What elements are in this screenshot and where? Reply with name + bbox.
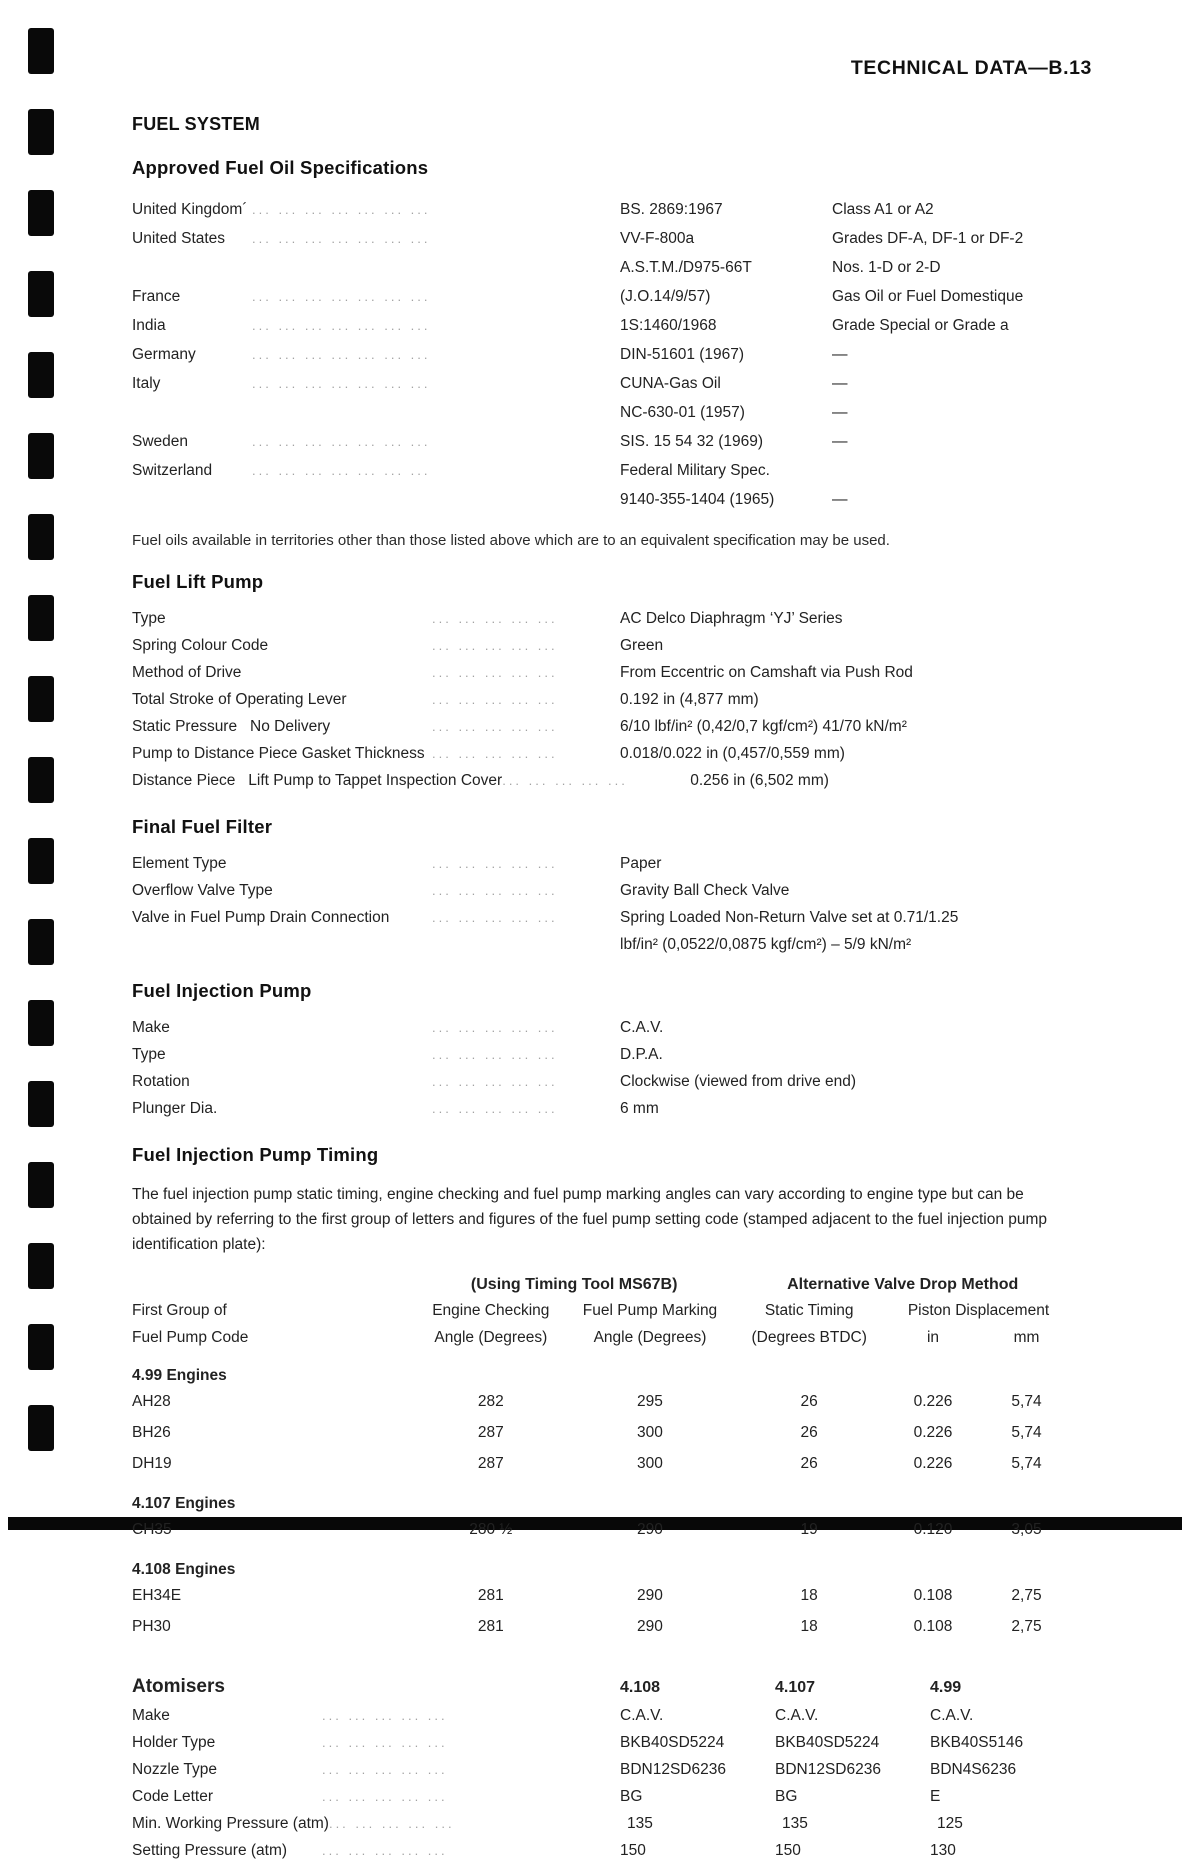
dot-leader: ... ... ... ... ... ... ... xyxy=(252,347,431,362)
dot-leader: ... ... ... ... ... xyxy=(432,746,558,761)
binder-hole-mark xyxy=(28,352,54,398)
fuel-oil-note: Fuel oils available in territories other than those listed above which are to an equivalent specification may be used. xyxy=(132,532,890,549)
spec-label: Distance Piece Lift Pump to Tappet Inspection Cover xyxy=(132,772,503,789)
alternative-method-group-header: Alternative Valve Drop Method xyxy=(787,1276,1019,1293)
table-row xyxy=(132,1417,1072,1448)
table-row xyxy=(132,485,1132,514)
dot-leader: ... ... ... ... ... xyxy=(502,773,628,788)
spec-label: Valve in Fuel Pump Drain Connection xyxy=(132,909,390,926)
section-title-fuel-injection-pump-timing: Fuel Injection Pump Timing xyxy=(132,1144,379,1165)
binder-hole-mark xyxy=(28,1405,54,1451)
fuel-oil-country: India xyxy=(132,317,166,334)
spec-label: Pump to Distance Piece Gasket Thickness xyxy=(132,745,425,762)
atomisers-header-row xyxy=(132,1672,1072,1702)
spec-label: Total Stroke of Operating Lever xyxy=(132,691,347,708)
static-timing-degrees: 26 xyxy=(800,1455,818,1472)
header-fuel-pump-marking-line2: Angle (Degrees) xyxy=(593,1329,707,1346)
atomisers-spec-value: 150 xyxy=(620,1842,646,1859)
dot-leader: ... ... ... ... ... ... ... xyxy=(252,318,431,333)
spec-label: Overflow Valve Type xyxy=(132,882,273,899)
fuel-oil-grade: — xyxy=(832,375,848,392)
atomisers-spec-value: BDN4S6236 xyxy=(930,1761,1017,1778)
atomisers-title: Atomisers xyxy=(132,1676,225,1697)
atomisers-spec-value: E xyxy=(930,1788,941,1805)
spec-value: 6/10 lbf/in² (0,42/0,7 kgf/cm²) 41/70 kN/m² xyxy=(620,718,907,735)
atomisers-spec-value: C.A.V. xyxy=(775,1707,819,1724)
fuel-injection-pump-timing-table xyxy=(132,1275,1072,1642)
dot-leader: ... ... ... ... ... ... ... xyxy=(252,289,431,304)
spec-value: Gravity Ball Check Valve xyxy=(620,882,790,899)
piston-displacement-mm: 5,74 xyxy=(1011,1455,1042,1472)
binder-hole-marks xyxy=(0,0,90,1538)
fuel-pump-marking-angle: 290 xyxy=(637,1618,663,1635)
spec-value: 6 mm xyxy=(620,1100,659,1117)
spec-value: 0.192 in (4,877 mm) xyxy=(620,691,759,708)
table-row xyxy=(132,1810,1072,1837)
spec-row xyxy=(132,767,1132,794)
atomisers-spec-value: 130 xyxy=(930,1842,956,1859)
fuel-oil-specification: BS. 2869:1967 xyxy=(620,201,723,218)
dot-leader: ... ... ... ... ... ... ... xyxy=(252,434,431,449)
spec-row xyxy=(132,659,1132,686)
fuel-oil-grade: — xyxy=(832,491,848,508)
header-unit-mm: mm xyxy=(1013,1329,1040,1346)
piston-displacement-mm: 2,75 xyxy=(1011,1587,1042,1604)
fuel-oil-country: Germany xyxy=(132,346,196,363)
engine-checking-angle: 281 xyxy=(477,1618,504,1635)
header-engine-checking-line2: Angle (Degrees) xyxy=(434,1329,548,1346)
dot-leader: ... ... ... ... ... xyxy=(432,611,558,626)
dot-leader: ... ... ... ... ... xyxy=(432,719,558,734)
table-row xyxy=(132,427,1132,456)
table-row xyxy=(132,1783,1072,1810)
atomisers-spec-value: BDN12SD6236 xyxy=(620,1761,726,1778)
timing-spacer xyxy=(132,1275,415,1297)
dot-leader: ... ... ... ... ... xyxy=(432,1101,558,1116)
spec-label: Method of Drive xyxy=(132,664,242,681)
fuel-pump-marking-angle: 300 xyxy=(637,1455,663,1472)
atomisers-spec-label: Setting Pressure (atm) xyxy=(132,1842,288,1859)
header-static-timing-line2: (Degrees BTDC) xyxy=(751,1329,867,1346)
binder-hole-mark xyxy=(28,271,54,317)
atomisers-spec-label: Make xyxy=(132,1707,170,1724)
dot-leader: ... ... ... ... ... xyxy=(432,638,558,653)
fuel-oil-grade: Gas Oil or Fuel Domestique xyxy=(832,288,1024,305)
atomisers-column-header: 4.99 xyxy=(930,1679,962,1696)
table-row xyxy=(132,1514,1072,1545)
table-row xyxy=(132,1580,1072,1611)
fuel-pump-marking-angle: 290 xyxy=(637,1587,663,1604)
table-row xyxy=(132,1702,1072,1729)
fuel-lift-pump-spec-list xyxy=(132,605,1132,794)
header-piston-displacement: Piston Displacement xyxy=(907,1302,1050,1319)
spec-label: Plunger Dia. xyxy=(132,1100,218,1117)
spec-row xyxy=(132,632,1132,659)
pump-code: CH35 xyxy=(132,1521,172,1538)
piston-displacement-in: 0.226 xyxy=(913,1424,953,1441)
pump-code: PH30 xyxy=(132,1618,171,1635)
binder-hole-mark xyxy=(28,514,54,560)
binder-hole-mark xyxy=(28,1243,54,1289)
fuel-pump-marking-angle: 300 xyxy=(637,1424,663,1441)
piston-displacement-in: 0.226 xyxy=(913,1393,953,1410)
engine-group-name: 4.107 Engines xyxy=(132,1495,236,1512)
engine-group-heading-row xyxy=(132,1479,1072,1514)
piston-displacement-in: 0.108 xyxy=(913,1618,953,1635)
binder-hole-mark xyxy=(28,1324,54,1370)
fuel-oil-specification: Federal Military Spec. xyxy=(620,462,770,479)
atomisers-spec-label: Min. Working Pressure (atm) xyxy=(132,1815,329,1832)
section-title-fuel-injection-pump: Fuel Injection Pump xyxy=(132,980,312,1001)
fuel-oil-specification: 9140-355-1404 (1965) xyxy=(620,491,775,508)
piston-displacement-mm: 2,75 xyxy=(1011,1618,1042,1635)
filter-value-continuation: lbf/in² (0,0522/0,0875 kgf/cm²) – 5/9 kN/m² xyxy=(620,936,912,953)
engine-checking-angle: 281 xyxy=(477,1587,504,1604)
binder-hole-mark xyxy=(28,757,54,803)
spec-value: Spring Loaded Non-Return Valve set at 0.71/1.25 xyxy=(620,909,959,926)
dot-leader: ... ... ... ... ... xyxy=(322,1762,448,1777)
header-code-line1: First Group of xyxy=(132,1302,227,1319)
pump-code: AH28 xyxy=(132,1393,171,1410)
fuel-oil-country: United Kingdom´ xyxy=(132,201,248,218)
binder-hole-mark xyxy=(28,1162,54,1208)
fuel-oil-grade: — xyxy=(832,346,848,363)
header-static-timing-line1: Static Timing xyxy=(764,1302,854,1319)
table-row xyxy=(132,195,1132,224)
timing-group-header-row xyxy=(132,1275,1072,1297)
timing-header-row-1 xyxy=(132,1297,1072,1324)
binder-hole-mark xyxy=(28,190,54,236)
spec-row xyxy=(132,713,1132,740)
atomisers-spec-value: BG xyxy=(620,1788,643,1805)
piston-displacement-mm: 5,74 xyxy=(1011,1393,1042,1410)
spec-value: D.P.A. xyxy=(620,1046,663,1063)
page-header-title: TECHNICAL DATA—B.13 xyxy=(850,57,1092,79)
table-row xyxy=(132,398,1132,427)
static-timing-degrees: 26 xyxy=(800,1424,818,1441)
dot-leader: ... ... ... ... ... xyxy=(432,1047,558,1062)
atomisers-spec-value: 150 xyxy=(775,1842,801,1859)
fuel-oil-grade: Grades DF-A, DF-1 or DF-2 xyxy=(832,230,1024,247)
spec-value: From Eccentric on Camshaft via Push Rod xyxy=(620,664,913,681)
spec-value: 0.018/0.022 in (0,457/0,559 mm) xyxy=(620,745,845,762)
fuel-oil-specification: DIN-51601 (1967) xyxy=(620,346,745,363)
atomisers-spec-label: Holder Type xyxy=(132,1734,216,1751)
atomisers-spec-value: 135 xyxy=(626,1815,653,1832)
dot-leader: ... ... ... ... ... xyxy=(322,1843,448,1858)
fuel-oil-specification: NC-630-01 (1957) xyxy=(620,404,745,421)
dot-leader: ... ... ... ... ... xyxy=(432,1074,558,1089)
section-title-fuel-system: FUEL SYSTEM xyxy=(132,114,260,134)
header-engine-checking-line1: Engine Checking xyxy=(432,1302,550,1319)
dot-leader: ... ... ... ... ... ... ... xyxy=(252,202,431,217)
static-timing-degrees: 19 xyxy=(800,1521,818,1538)
atomisers-spec-value: BKB40S5146 xyxy=(930,1734,1024,1751)
spec-row xyxy=(132,605,1132,632)
spec-label: Element Type xyxy=(132,855,227,872)
binder-hole-mark xyxy=(28,109,54,155)
dot-leader: ... ... ... ... ... xyxy=(322,1735,448,1750)
table-row xyxy=(132,1448,1072,1479)
atomisers-spec-value: C.A.V. xyxy=(930,1707,974,1724)
spec-value: 0.256 in (6,502 mm) xyxy=(690,772,829,789)
binder-hole-mark xyxy=(28,595,54,641)
dot-leader: ... ... ... ... ... xyxy=(432,883,558,898)
engine-group-heading-row xyxy=(132,1351,1072,1386)
atomisers-spec-value: BDN12SD6236 xyxy=(775,1761,881,1778)
fuel-oil-country: Switzerland xyxy=(132,462,213,479)
dot-leader: ... ... ... ... ... xyxy=(432,665,558,680)
spec-row xyxy=(132,850,1132,877)
timing-intro-paragraph: The fuel injection pump static timing, engine checking and fuel pump marking angles can vary according to engine type but can be obtained by referring to the first group of letters and figures of the fuel pump setting code (stamped adjacent to the fuel injection pump identification plate): xyxy=(132,1186,1048,1253)
fuel-oil-specification: SIS. 15 54 32 (1969) xyxy=(620,433,764,450)
fuel-injection-pump-spec-list xyxy=(132,1014,1132,1122)
piston-displacement-mm: 5,74 xyxy=(1011,1424,1042,1441)
page-content xyxy=(132,0,1132,1864)
fuel-oil-country: France xyxy=(132,288,181,305)
fuel-oil-country: Italy xyxy=(132,375,161,392)
spec-row xyxy=(132,904,1132,931)
engine-checking-angle: 287 xyxy=(477,1424,504,1441)
piston-displacement-in: 0.226 xyxy=(913,1455,953,1472)
spec-row xyxy=(132,1095,1132,1122)
table-row xyxy=(132,1756,1072,1783)
fuel-oil-specification: 1S:1460/1968 xyxy=(620,317,717,334)
atomisers-spec-value: 135 xyxy=(781,1815,808,1832)
dot-leader: ... ... ... ... ... ... ... xyxy=(252,231,431,246)
table-row xyxy=(132,224,1132,253)
header-fuel-pump-marking-line1: Fuel Pump Marking xyxy=(582,1302,718,1319)
section-title-approved-fuel-oil: Approved Fuel Oil Specifications xyxy=(132,157,429,178)
binder-hole-mark xyxy=(28,28,54,74)
atomisers-spec-label: Nozzle Type xyxy=(132,1761,218,1778)
timing-header-row-2 xyxy=(132,1324,1072,1351)
atomisers-spec-value: BKB40SD5224 xyxy=(775,1734,880,1751)
fuel-oil-grade: Nos. 1-D or 2-D xyxy=(832,259,941,276)
table-row xyxy=(132,1837,1072,1864)
dot-leader: ... ... ... ... ... ... ... xyxy=(252,463,431,478)
binder-hole-mark xyxy=(28,919,54,965)
binder-hole-mark xyxy=(28,433,54,479)
pump-code: BH26 xyxy=(132,1424,171,1441)
atomisers-spec-label: Code Letter xyxy=(132,1788,213,1805)
fuel-oil-grade: Class A1 or A2 xyxy=(832,201,934,218)
atomisers-column-header: 4.107 xyxy=(775,1679,816,1696)
dot-leader: ... ... ... ... ... xyxy=(432,692,558,707)
fuel-oil-country: Sweden xyxy=(132,433,189,450)
pump-code: EH34E xyxy=(132,1587,182,1604)
atomisers-spec-value: 125 xyxy=(936,1815,963,1832)
engine-group-name: 4.108 Engines xyxy=(132,1561,236,1578)
spec-value: AC Delco Diaphragm ‘YJ’ Series xyxy=(620,610,843,627)
binder-hole-mark xyxy=(28,838,54,884)
dot-leader: ... ... ... ... ... xyxy=(432,1020,558,1035)
table-row xyxy=(132,1386,1072,1417)
dot-leader: ... ... ... ... ... xyxy=(328,1816,455,1831)
section-title-final-fuel-filter: Final Fuel Filter xyxy=(132,816,273,837)
piston-displacement-in: 0.120 xyxy=(913,1521,953,1538)
fuel-oil-country: United States xyxy=(132,230,226,247)
engine-checking-angle: 287 xyxy=(477,1455,504,1472)
fuel-oil-specification: A.S.T.M./D975-66T xyxy=(620,259,752,276)
spec-label: Type xyxy=(132,1046,166,1063)
approved-fuel-oil-table xyxy=(132,195,1132,514)
dot-leader: ... ... ... ... ... xyxy=(322,1708,448,1723)
section-title-fuel-lift-pump: Fuel Lift Pump xyxy=(132,571,264,592)
spec-row xyxy=(132,877,1132,904)
engine-group-name: 4.99 Engines xyxy=(132,1367,227,1384)
engine-group-heading-row xyxy=(132,1545,1072,1580)
spec-label: Type xyxy=(132,610,166,627)
engine-checking-angle: 280 ½ xyxy=(469,1521,513,1538)
binder-hole-mark xyxy=(28,1081,54,1127)
timing-tool-group-header: (Using Timing Tool MS67B) xyxy=(470,1276,678,1293)
spec-label: Make xyxy=(132,1019,170,1036)
static-timing-degrees: 26 xyxy=(800,1393,818,1410)
fuel-oil-grade: — xyxy=(832,404,848,421)
table-row xyxy=(132,1611,1072,1642)
engine-checking-angle: 282 xyxy=(477,1393,504,1410)
fuel-oil-grade: Grade Special or Grade a xyxy=(832,317,1009,334)
table-row xyxy=(132,456,1132,485)
spec-value: C.A.V. xyxy=(620,1019,664,1036)
table-row xyxy=(132,253,1132,282)
table-row xyxy=(132,340,1132,369)
atomisers-column-header: 4.108 xyxy=(620,1679,661,1696)
piston-displacement-in: 0.108 xyxy=(913,1587,953,1604)
table-row xyxy=(132,369,1132,398)
final-fuel-filter-spec-list xyxy=(132,850,1132,931)
fuel-pump-marking-angle: 295 xyxy=(637,1393,663,1410)
piston-displacement-mm: 3,05 xyxy=(1011,1521,1042,1538)
table-row xyxy=(132,282,1132,311)
spec-label: Static Pressure No Delivery xyxy=(132,718,331,735)
header-code-line2: Fuel Pump Code xyxy=(132,1329,249,1346)
spec-row xyxy=(132,1068,1132,1095)
table-row xyxy=(132,311,1132,340)
binder-hole-mark xyxy=(28,1000,54,1046)
atomisers-spec-value: BKB40SD5224 xyxy=(620,1734,725,1751)
dot-leader: ... ... ... ... ... xyxy=(432,856,558,871)
spec-value: Green xyxy=(620,637,664,654)
dot-leader: ... ... ... ... ... xyxy=(322,1789,448,1804)
fuel-oil-specification: VV-F-800a xyxy=(620,230,695,247)
spec-row xyxy=(132,1014,1132,1041)
dot-leader: ... ... ... ... ... xyxy=(432,910,558,925)
spec-label: Spring Colour Code xyxy=(132,637,269,654)
dot-leader: ... ... ... ... ... ... ... xyxy=(252,376,431,391)
fuel-pump-marking-angle: 290 xyxy=(637,1521,663,1538)
spec-row xyxy=(132,740,1132,767)
fuel-oil-specification: (J.O.14/9/57) xyxy=(620,288,711,305)
spec-label: Rotation xyxy=(132,1073,190,1090)
spec-row xyxy=(132,1041,1132,1068)
spec-value: Clockwise (viewed from drive end) xyxy=(620,1073,857,1090)
fuel-oil-grade: — xyxy=(832,433,848,450)
pump-code: DH19 xyxy=(132,1455,172,1472)
header-unit-in: in xyxy=(926,1329,940,1346)
atomisers-spec-value: C.A.V. xyxy=(620,1707,664,1724)
static-timing-degrees: 18 xyxy=(800,1618,818,1635)
static-timing-degrees: 18 xyxy=(800,1587,818,1604)
fuel-oil-specification: CUNA-Gas Oil xyxy=(620,375,721,392)
table-row xyxy=(132,1729,1072,1756)
atomisers-table xyxy=(132,1672,1072,1864)
spec-row xyxy=(132,686,1132,713)
atomisers-spec-value: BG xyxy=(775,1788,798,1805)
binder-hole-mark xyxy=(28,676,54,722)
spec-value: Paper xyxy=(620,855,662,872)
